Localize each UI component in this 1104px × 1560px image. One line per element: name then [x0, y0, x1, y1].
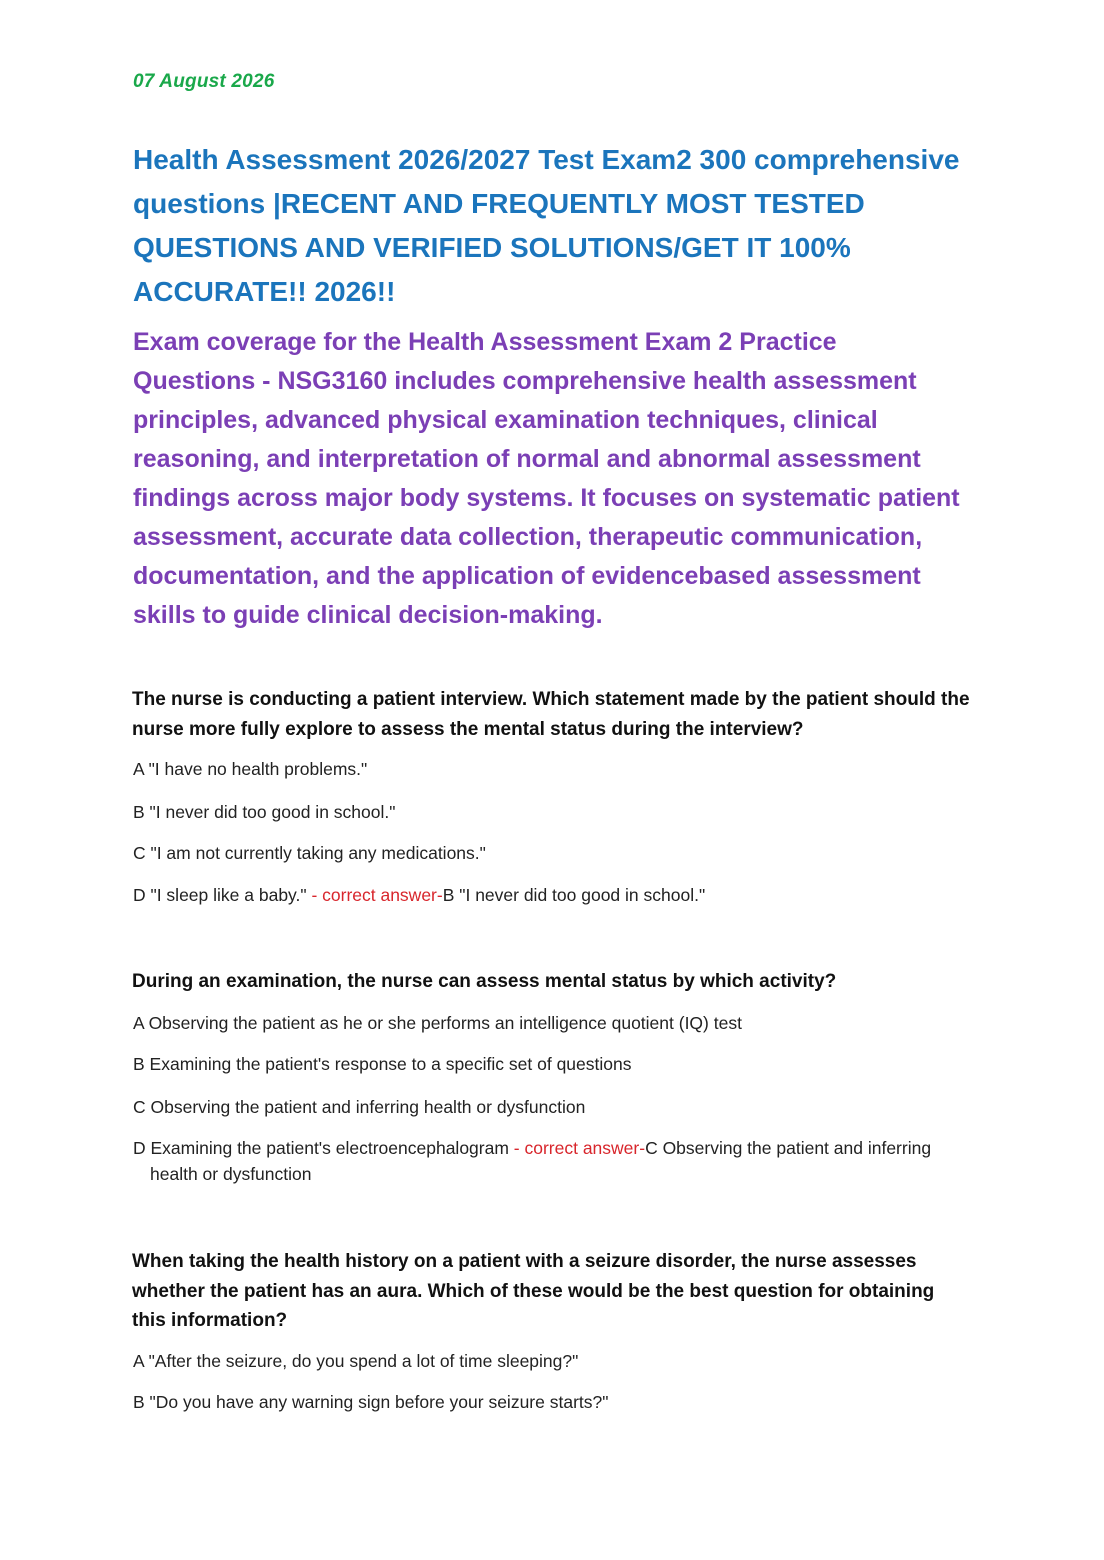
- correct-answer-label: - correct answer-: [311, 885, 443, 905]
- option-a: A "I have no health problems.": [133, 759, 368, 779]
- question-3: [132, 1247, 972, 1412]
- option-d: [133, 1135, 950, 1187]
- option-b: B "I never did too good in school.": [133, 802, 396, 822]
- document-title: Health Assessment 2026/2027 Test Exam2 300 comprehensive questions |RECENT AND FREQUENTLY MOST TESTED QUESTIONS AND VERIFIED SOLUTIONS/GET IT 100% ACCURATE!! 2026!!: [133, 144, 960, 307]
- option-a: A Observing the patient as he or she performs an intelligence quotient (IQ) test: [133, 1013, 742, 1033]
- question-stem: When taking the health history on a patient with a seizure disorder, the nurse assesses whether the patient has an aura. Which of these would be the best question for obtaining this information?: [132, 1251, 935, 1331]
- option-b: B Examining the patient's response to a specific set of questions: [133, 1054, 632, 1074]
- correct-answer-label: - correct answer-: [513, 1138, 646, 1158]
- question-2: [132, 967, 972, 1184]
- correct-answer-text: C Observing the patient and inferring health or dysfunction: [150, 1138, 932, 1184]
- option-d-text: D Examining the patient's electroencephalogram: [133, 1138, 514, 1158]
- option-d-text: D "I sleep like a baby.": [133, 885, 312, 905]
- document-date: 07 August 2026: [133, 71, 275, 92]
- option-c: C "I am not currently taking any medications.": [133, 843, 486, 863]
- exam-coverage-intro: Exam coverage for the Health Assessment Exam 2 Practice Questions - NSG3160 includes comprehensive health assessment principles, advanced physical examination techniques, clinical reasoning, and interpretation of normal and abnormal assessment findings across major body systems. It focuses on systematic patient assessment, accurate data collection, therapeutic communication, documentation, and the application of evidencebased assessment skills to guide clinical decision-making.: [133, 328, 960, 629]
- option-b: B "Do you have any warning sign before your seizure starts?": [133, 1392, 609, 1412]
- correct-answer-text: B "I never did too good in school.": [442, 885, 706, 905]
- option-a: A "After the seizure, do you spend a lot of time sleeping?": [133, 1351, 579, 1371]
- option-d: [133, 882, 933, 908]
- question-stem: During an examination, the nurse can assess mental status by which activity?: [132, 971, 837, 992]
- option-c: C Observing the patient and inferring health or dysfunction: [133, 1097, 586, 1117]
- question-stem: The nurse is conducting a patient interview. Which statement made by the patient should the nurse more fully explore to assess the mental status during the interview?: [132, 689, 970, 740]
- question-1: [132, 685, 972, 905]
